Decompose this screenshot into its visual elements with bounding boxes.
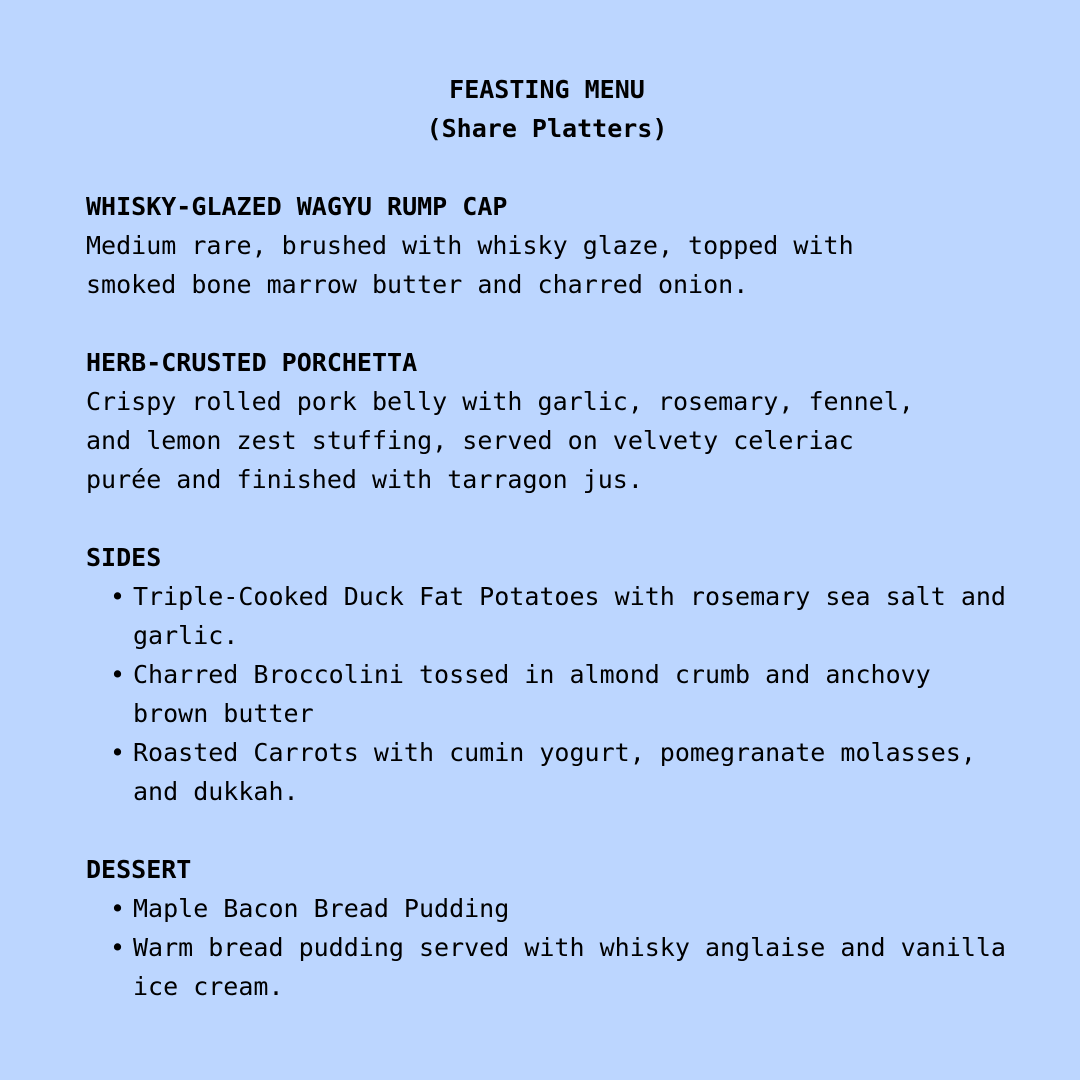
menu-subtitle: (Share Platters) <box>426 114 668 143</box>
dessert-heading: DESSERT <box>86 855 192 884</box>
wagyu-description: Medium rare, brushed with whisky glaze, topped with smoked bone marrow butter and charred onion. <box>86 231 854 299</box>
dessert-list <box>86 889 1046 1006</box>
bullet-icon: • <box>110 660 126 689</box>
sides-item <box>86 577 1013 655</box>
sides-heading: SIDES <box>86 543 162 572</box>
bullet-icon: • <box>110 582 126 611</box>
sides-item-text: Triple-Cooked Duck Fat Potatoes with rosemary sea salt and garlic. <box>133 582 1006 650</box>
porchetta-description: Crispy rolled pork belly with garlic, rosemary, fennel, and lemon zest stuffing, served on velvety celeriac purée and finished with tarragon jus. <box>86 387 914 494</box>
porchetta-heading: HERB-CRUSTED PORCHETTA <box>86 348 418 377</box>
bullet-icon: • <box>110 933 126 962</box>
wagyu-heading: WHISKY-GLAZED WAGYU RUMP CAP <box>86 192 508 221</box>
menu-title-block <box>86 70 1008 148</box>
section-sides <box>86 538 1046 811</box>
sides-list <box>86 577 1046 811</box>
menu-card <box>86 70 1046 1006</box>
menu-title: FEASTING MENU <box>449 75 645 104</box>
bullet-icon: • <box>110 738 126 767</box>
dessert-item-text: Warm bread pudding served with whisky anglaise and vanilla ice cream. <box>133 933 1006 1001</box>
section-porchetta <box>86 343 1046 499</box>
sides-item-text: Charred Broccolini tossed in almond crumb and anchovy brown butter <box>133 660 931 728</box>
sides-item <box>86 655 1013 733</box>
sides-item <box>86 733 1013 811</box>
dessert-item <box>86 889 1013 928</box>
section-dessert <box>86 850 1046 1006</box>
section-wagyu <box>86 187 1046 304</box>
dessert-item <box>86 928 1013 1006</box>
sides-item-text: Roasted Carrots with cumin yogurt, pomegranate molasses, and dukkah. <box>133 738 976 806</box>
dessert-item-text: Maple Bacon Bread Pudding <box>133 894 510 923</box>
bullet-icon: • <box>110 894 126 923</box>
